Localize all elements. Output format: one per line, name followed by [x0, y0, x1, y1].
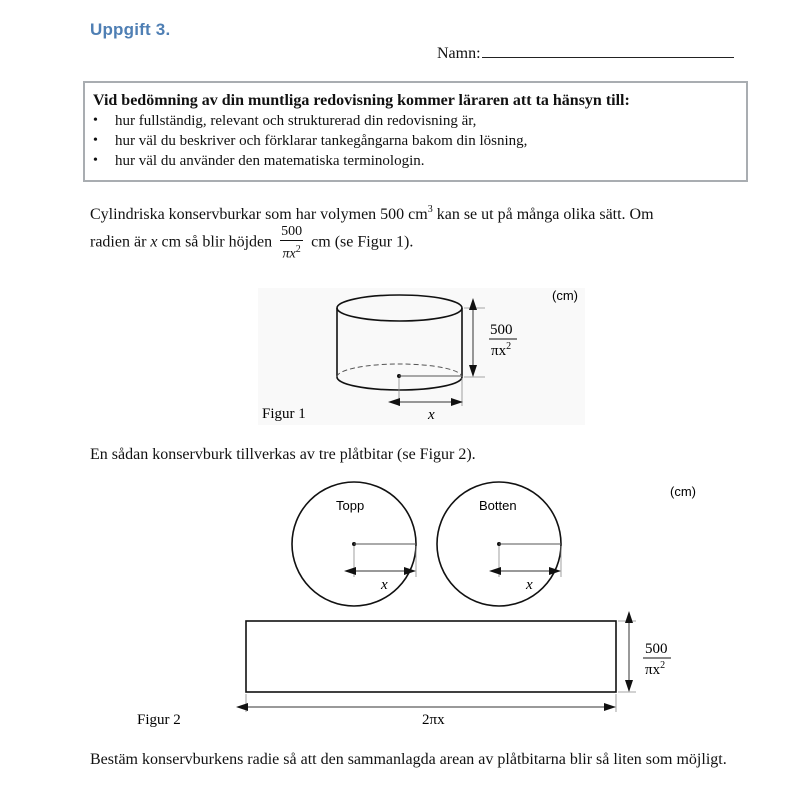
rect-width-label: 2πx: [422, 712, 445, 728]
question-text: Bestäm konservburkens radie så att den sammanlagda arean av plåtbitarna blir så liten som möjligt.: [90, 751, 727, 768]
variable-x: x: [150, 233, 158, 251]
cylinder-bottom-front: [337, 377, 462, 390]
name-label: Namn:: [437, 45, 481, 62]
height-denominator: $\pi x^2$: [491, 341, 512, 359]
intro-text: kan se ut på många olika sätt. Om: [432, 206, 654, 223]
criteria-item-text: hur fullständig, relevant och strukturerad din redovisning är,: [115, 113, 477, 129]
rect-height-denominator: $\pi x^2$: [645, 660, 666, 678]
figure-2-label: Figur 2: [137, 712, 181, 728]
figure-1-unit: (cm): [552, 288, 578, 303]
criteria-item-text: hur väl du beskriver och förklarar tankegångarna bakom din lösning,: [115, 133, 528, 149]
intro-text: radien är: [90, 233, 151, 251]
bottom-circle-label: Botten: [479, 498, 517, 513]
mantle-rectangle: [246, 621, 616, 692]
fraction-numerator: 500: [281, 224, 303, 239]
cubic-exponent: 3: [427, 204, 433, 215]
cylinder-top-ellipse: [337, 295, 462, 321]
intro-text: Cylindriska konservburkar som har volymen 500 cm: [90, 206, 428, 223]
rect-height-numerator: 500: [645, 641, 668, 657]
figure-2-unit: (cm): [670, 484, 696, 499]
intro-text: cm (se Figur 1).: [311, 233, 414, 251]
top-radius-label: x: [381, 577, 388, 593]
bullet-icon: •: [93, 133, 98, 148]
criteria-title: Vid bedömning av din muntliga redovisning kommer läraren att ta hänsyn till:: [93, 92, 630, 109]
pieces-description: En sådan konservburk tillverkas av tre plåtbitar (se Figur 2).: [90, 446, 476, 463]
bottom-radius-label: x: [526, 577, 533, 593]
figure-1-cylinder: [262, 288, 578, 423]
intro-text: cm så blir höjden: [157, 233, 273, 251]
bullet-icon: •: [93, 153, 98, 168]
height-numerator: 500: [490, 322, 513, 338]
figure-1-label: Figur 1: [262, 406, 306, 422]
figure-2: [137, 482, 696, 728]
bullet-icon: •: [93, 113, 98, 128]
task-title: Uppgift 3.: [90, 20, 171, 39]
radius-label: x: [428, 407, 435, 423]
top-circle-label: Topp: [336, 498, 365, 513]
denominator-exponent: 2: [295, 244, 301, 255]
criteria-item-text: hur väl du använder den matematiska terminologin.: [115, 153, 425, 169]
denominator-text: πx: [282, 246, 296, 262]
